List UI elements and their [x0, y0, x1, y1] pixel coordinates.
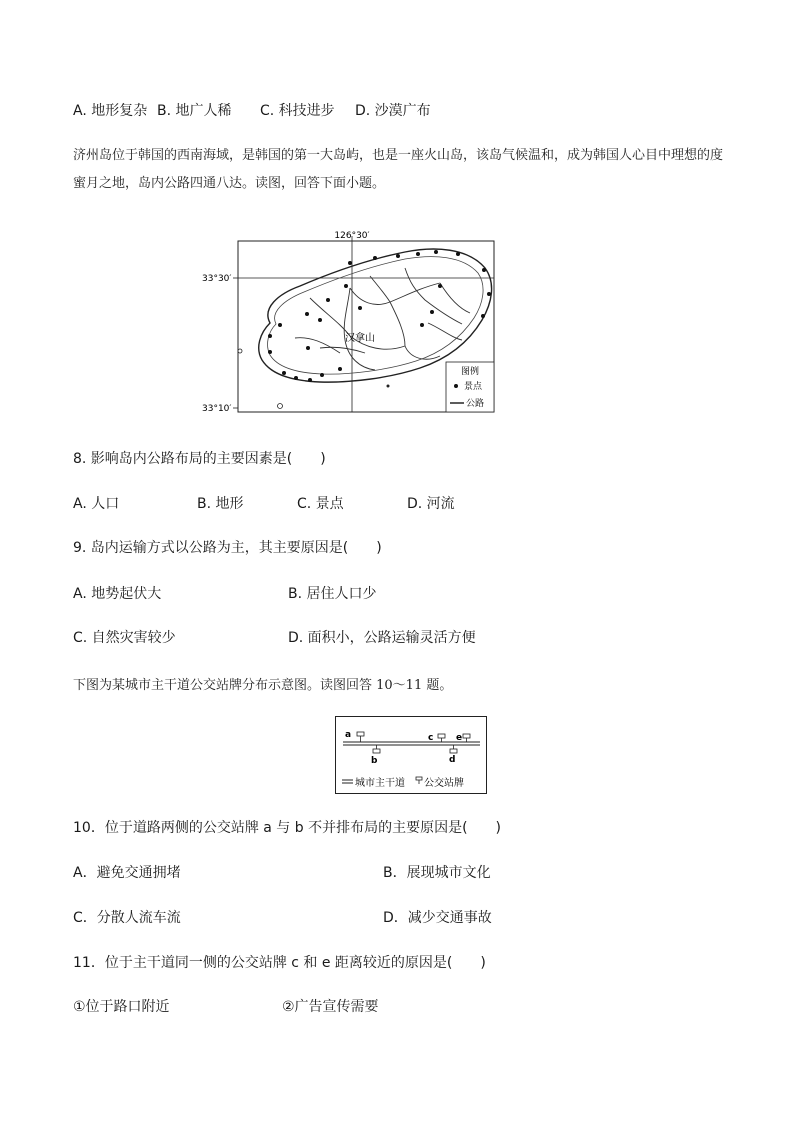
q10-option-c: C．分散人流车流 — [73, 910, 181, 926]
q8-option-a: A. 人口 — [73, 496, 120, 512]
stop-label-d: d — [449, 755, 456, 765]
map-legend — [446, 362, 494, 412]
bus-legend-road-label: 城市主干道 — [355, 778, 405, 789]
stop-label-e: e — [456, 733, 463, 743]
jeju-intro-paragraph: 济州岛位于韩国的西南海域，是韩国的第一大岛屿，也是一座火山岛，该岛气候温和，成为韩国人心目中理想的度蜜月之地，岛内公路四通八达。读图，回答下面小题。 — [73, 148, 724, 191]
q9-stem: 9. 岛内运输方式以公路为主，其主要原因是( ) — [73, 540, 382, 556]
q8-option-c: C. 景点 — [297, 496, 344, 512]
q7-option-d: D. 沙漠广布 — [355, 103, 431, 119]
q11-option-1: ①位于路口附近 — [73, 999, 170, 1015]
stop-label-b: b — [371, 756, 378, 766]
bus-legend-stop-label: 公交站牌 — [424, 778, 464, 789]
jeju-island-map — [200, 228, 500, 418]
q9-option-c: C. 自然灾害较少 — [73, 630, 176, 646]
q8-stem: 8. 影响岛内公路布局的主要因素是( ) — [73, 451, 326, 467]
q8-option-d: D. 河流 — [407, 496, 455, 512]
q9-option-a: A. 地势起伏大 — [73, 586, 162, 602]
q10-option-b: B．展现城市文化 — [383, 865, 491, 881]
legend-road-label: 公路 — [466, 399, 485, 409]
q9-option-d: D. 面积小，公路运输灵活方便 — [288, 630, 476, 646]
map-latitude-bottom-label: 33°10′ — [202, 404, 232, 414]
q10-option-a: A．避免交通拥堵 — [73, 865, 181, 881]
bus-stop-diagram — [335, 716, 487, 794]
q7-option-c: C. 科技进步 — [260, 103, 335, 119]
bus-intro-paragraph: 下图为某城市主干道公交站牌分布示意图。读图回答 10～11 题。 — [73, 678, 453, 693]
stop-label-a: a — [345, 730, 352, 740]
q11-stem: 11．位于主干道同一侧的公交站牌 c 和 e 距离较近的原因是( ) — [73, 955, 486, 971]
q11-option-2: ②广告宣传需要 — [282, 999, 379, 1015]
q10-stem: 10．位于道路两侧的公交站牌 a 与 b 不并排布局的主要原因是( ) — [73, 820, 502, 836]
q7-option-b: B. 地广人稀 — [157, 103, 232, 119]
q9-option-b: B. 居住人口少 — [288, 586, 377, 602]
q7-option-a: A. 地形复杂 — [73, 103, 148, 119]
q10-option-d: D．减少交通事故 — [383, 910, 492, 926]
q8-option-b: B. 地形 — [197, 496, 244, 512]
hallasan-label: 汉拿山 — [345, 333, 375, 344]
legend-title: 图例 — [460, 367, 480, 377]
legend-spot-label: 景点 — [464, 382, 483, 392]
map-latitude-top-label: 33°30′ — [202, 274, 232, 284]
stop-label-c: c — [428, 733, 434, 743]
map-longitude-label: 126°30′ — [334, 231, 370, 241]
